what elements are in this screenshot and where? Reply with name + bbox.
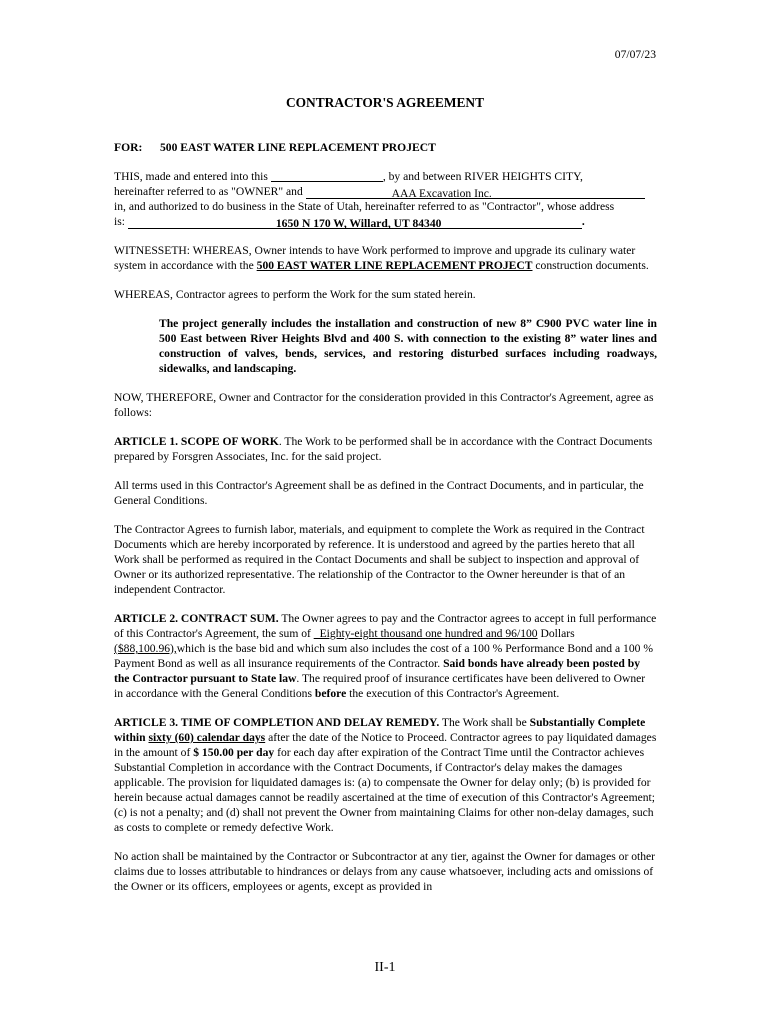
contractor-address: 1650 N 170 W, Willard, UT 84340 <box>275 217 442 230</box>
article-1-heading: ARTICLE 1. SCOPE OF WORK <box>114 435 279 448</box>
liquidated-damages-amount: $ 150.00 per day <box>193 746 275 759</box>
furnish-paragraph: The Contractor Agrees to furnish labor, materials, and equipment to complete the Work as required in the Contract Documents which are hereby incorporated by reference. It is understood and agreed by the parties hereto that all Work shall be performed as required in the Contact Documents and shall be subject to inspection and approval of Owner or its authorized representative. The relationship of the Contractor to the Owner hereunder is that of an independent Contractor. <box>114 523 645 596</box>
before-word: before <box>314 687 347 700</box>
article-2-text-d: . The required proof of insurance certificates have been delivered to Owner in accordance with the General Conditions <box>114 672 646 700</box>
contractor-blank <box>306 186 645 199</box>
witnesseth-text-b: construction documents. <box>535 259 649 272</box>
article-3-text-c: for each day after expiration of the Contract Time until the Contractor achieves Substantial Completion in accordance with the Contract Documents, if Contractor's delay makes the damages applicable. The provision for liquidated damages is: (a) to compensate the Owner for delay only; (b) is provided for herein because actual damages cannot be readily ascertained at the time of execution of this Contractor's Agreement; (c) is not a penalty; and (d) shall not prevent the Owner from maintaining Claims for other non-delay damages, such as costs to complete or remedy defective Work. <box>114 746 655 834</box>
contract-sum-words: _Eighty-eight thousand one hundred and 96/100 <box>313 627 538 640</box>
project-description: The project generally includes the installation and construction of new 8” C900 PVC water line in 500 East between River Heights Blvd and 400 S. with connection to the existing 8” water lines and construction of valves, bends, services, and restoring disturbed surfaces including roadways, sidewalks, and landscaping. <box>159 317 657 375</box>
contract-sum-number: ($88,100.96), <box>114 642 177 655</box>
project-name: 500 EAST WATER LINE REPLACEMENT PROJECT <box>160 141 436 154</box>
witnesseth-text-a: WITNESSETH: WHEREAS, Owner intends to have Work performed to improve and upgrade its culinary water system in accordance with the <box>114 244 636 272</box>
article-2-text-b: Dollars <box>540 627 575 640</box>
completion-days: sixty (60) calendar days <box>148 731 266 744</box>
intro-text-2: , by and between RIVER HEIGHTS CITY, <box>382 170 583 183</box>
contractor-name: AAA Excavation Inc. <box>391 187 492 200</box>
article-3-heading: ARTICLE 3. TIME OF COMPLETION AND DELAY REMEDY. <box>114 716 440 729</box>
witnesseth-paragraph <box>114 243 657 273</box>
now-therefore-paragraph: NOW, THEREFORE, Owner and Contractor for the consideration provided in this Contractor's Agreement, agree as follows: <box>114 391 654 419</box>
intro-text-1: THIS, made and entered into this <box>114 170 268 183</box>
document-body <box>114 140 657 908</box>
header-date: 07/07/23 <box>614 48 656 61</box>
for-label: FOR: <box>114 141 143 154</box>
article-2-text-e: the execution of this Contractor's Agreement. <box>349 687 560 700</box>
witnesseth-project: 500 EAST WATER LINE REPLACEMENT PROJECT <box>256 259 533 272</box>
page-number: II-1 <box>374 960 396 975</box>
date-blank <box>271 169 383 182</box>
substantially-complete: Substantially Complete within <box>114 716 646 744</box>
page-title: CONTRACTOR'S AGREEMENT <box>285 95 485 110</box>
article-1 <box>114 434 657 464</box>
address-blank <box>128 216 582 229</box>
intro-paragraph <box>114 169 657 229</box>
article-3-text-a: The Work shall be <box>439 716 527 729</box>
article-1-text: . The Work to be performed shall be in accordance with the Contract Documents prepared by Forsgren Associates, Inc. for the said project. <box>114 435 653 463</box>
article-3-text-b: after the date of the Notice to Proceed. Contractor agrees to pay liquidated damages in the amount of <box>114 731 657 759</box>
terms-paragraph: All terms used in this Contractor's Agreement shall be as defined in the Contract Documents, and in particular, the General Conditions. <box>114 479 644 507</box>
intro-text-3: hereinafter referred to as "OWNER" and <box>114 185 303 198</box>
intro-text-4: in, and authorized to do business in the State of Utah, hereinafter referred to as "Contractor", whose address <box>114 200 615 213</box>
article-3 <box>114 715 657 835</box>
for-line <box>114 140 657 155</box>
article-2 <box>114 611 657 701</box>
intro-text-5: is: <box>114 215 125 228</box>
article-2-text-a: The Owner agrees to pay and the Contractor agrees to accept in full performance of this Contractor's Agreement, the sum of <box>114 612 657 640</box>
whereas-paragraph: WHEREAS, Contractor agrees to perform the Work for the sum stated herein. <box>114 288 476 301</box>
article-2-heading: ARTICLE 2. CONTRACT SUM. <box>114 612 279 625</box>
no-action-paragraph: No action shall be maintained by the Contractor or Subcontractor at any tier, against the Owner for damages or other claims due to losses attributable to hindrances or delays from any cause whatsoever, including acts and omissions of the Owner or its officers, employees or agents, except as provided in <box>114 850 656 893</box>
bonds-statement: Said bonds have already been posted by the Contractor pursuant to State law <box>114 657 640 685</box>
article-2-text-c: which is the base bid and which sum also includes the cost of a 100 % Performance Bond and a 100 % Payment Bond as well as all insurance requirements of the Contractor. <box>114 642 653 670</box>
intro-text-6: . <box>581 215 585 228</box>
